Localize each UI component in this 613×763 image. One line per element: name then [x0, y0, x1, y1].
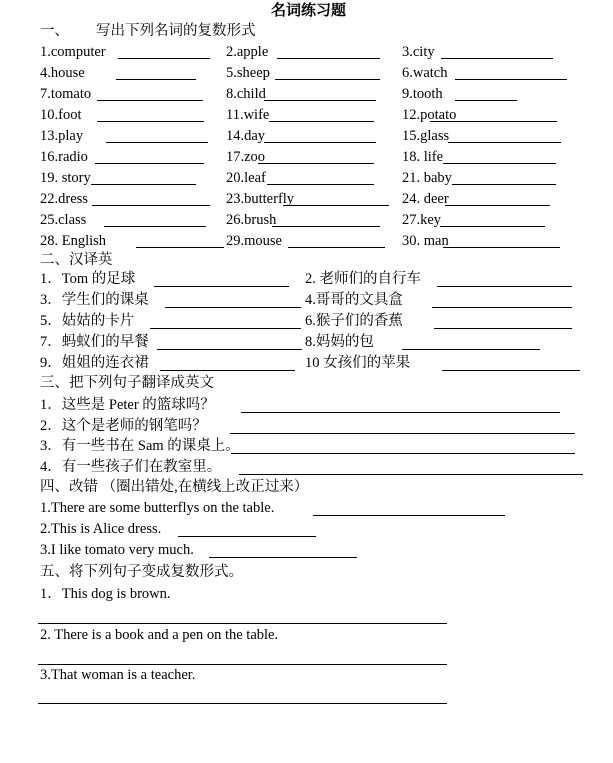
answer-line[interactable] — [437, 286, 572, 287]
phrase-prompt: 10 女孩们的苹果 — [305, 355, 411, 371]
phrase-prompt: 8.妈妈的包 — [305, 334, 374, 350]
section-4-heading: 四、改错 （圈出错处,在横线上改正过来） — [40, 479, 309, 495]
noun-prompt: 23.butterfly — [226, 191, 295, 207]
phrase-prompt: 4.哥哥的文具盒 — [305, 292, 403, 308]
section-2-heading: 二、汉译英 — [40, 252, 113, 268]
answer-line[interactable] — [116, 79, 196, 80]
noun-prompt: 12.potato — [402, 107, 457, 123]
phrase-prompt: 1．Tom 的足球 — [40, 271, 136, 287]
correction-sentence: 2.This is Alice dress. — [40, 521, 162, 537]
noun-prompt: 1.computer — [40, 44, 106, 60]
correction-sentence: 3.I like tomato very much. — [40, 542, 194, 558]
answer-line[interactable] — [258, 163, 374, 164]
noun-prompt: 11.wife — [226, 107, 270, 123]
answer-line[interactable] — [275, 79, 380, 80]
answer-line[interactable] — [178, 536, 316, 537]
noun-prompt: 30. man — [402, 233, 449, 249]
phrase-prompt: 6.猴子们的香蕉 — [305, 313, 403, 329]
noun-prompt: 6.watch — [402, 65, 448, 81]
answer-line[interactable] — [267, 184, 374, 185]
noun-prompt: 10.foot — [40, 107, 82, 123]
answer-line[interactable] — [241, 412, 560, 413]
noun-prompt: 20.leaf — [226, 170, 266, 186]
answer-line[interactable] — [38, 623, 447, 624]
phrase-prompt: 5．姑姑的卡片 — [40, 313, 135, 329]
noun-prompt: 25.class — [40, 212, 87, 228]
sentence-prompt: 3．有一些书在 Sam 的课桌上。 — [40, 438, 240, 454]
plural-sentence-prompt: 2. There is a book and a pen on the table. — [40, 627, 279, 643]
plural-sentence-prompt: 1．This dog is brown. — [40, 586, 171, 602]
answer-line[interactable] — [283, 205, 389, 206]
answer-line[interactable] — [288, 247, 385, 248]
phrase-prompt: 7．蚂蚁们的早餐 — [40, 334, 149, 350]
sentence-prompt: 1．这些是 Peter 的篮球吗？ — [40, 397, 215, 413]
answer-line[interactable] — [448, 142, 561, 143]
answer-line[interactable] — [92, 205, 210, 206]
answer-line[interactable] — [272, 226, 380, 227]
noun-prompt: 26.brush — [226, 212, 277, 228]
answer-line[interactable] — [38, 664, 447, 665]
sentence-prompt: 2．这个是老师的钢笔吗？ — [40, 418, 207, 434]
noun-prompt: 14.day — [226, 128, 266, 144]
answer-line[interactable] — [443, 247, 560, 248]
answer-line[interactable] — [443, 163, 556, 164]
answer-line[interactable] — [442, 370, 580, 371]
phrase-prompt: 9．姐姐的连衣裙 — [40, 355, 149, 371]
answer-line[interactable] — [430, 121, 557, 122]
answer-line[interactable] — [269, 121, 374, 122]
answer-line[interactable] — [104, 226, 206, 227]
answer-line[interactable] — [277, 58, 380, 59]
sentence-prompt: 4．有一些孩子们在教室里。 — [40, 459, 222, 475]
phrase-prompt: 2. 老师们的自行车 — [305, 271, 421, 287]
phrase-prompt: 3．学生们的课桌 — [40, 292, 149, 308]
answer-line[interactable] — [434, 328, 572, 329]
section-1-heading: 写出下列名词的复数形式 — [96, 23, 256, 39]
noun-prompt: 3.city — [402, 44, 435, 60]
answer-line[interactable] — [91, 184, 196, 185]
answer-line[interactable] — [452, 184, 556, 185]
answer-line[interactable] — [239, 474, 583, 475]
answer-line[interactable] — [106, 142, 208, 143]
answer-line[interactable] — [230, 433, 575, 434]
answer-line[interactable] — [432, 307, 572, 308]
answer-line[interactable] — [97, 121, 204, 122]
noun-prompt: 13.play — [40, 128, 84, 144]
noun-prompt: 19. story — [40, 170, 91, 186]
noun-prompt: 2.apple — [226, 44, 269, 60]
noun-prompt: 4.house — [40, 65, 85, 81]
noun-prompt: 18. life — [402, 149, 444, 165]
answer-line[interactable] — [264, 100, 376, 101]
answer-line[interactable] — [402, 349, 540, 350]
noun-prompt: 28. English — [40, 233, 107, 249]
answer-line[interactable] — [157, 349, 302, 350]
answer-line[interactable] — [136, 247, 224, 248]
noun-prompt: 5.sheep — [226, 65, 270, 81]
noun-prompt: 7.tomato — [40, 86, 92, 102]
noun-prompt: 9.tooth — [402, 86, 443, 102]
answer-line[interactable] — [209, 557, 357, 558]
noun-prompt: 17.zoo — [226, 149, 266, 165]
answer-line[interactable] — [38, 703, 447, 704]
answer-line[interactable] — [455, 100, 517, 101]
answer-line[interactable] — [150, 328, 301, 329]
section-3-heading: 三、把下列句子翻译成英文 — [40, 375, 214, 391]
noun-prompt: 22.dress — [40, 191, 88, 207]
answer-line[interactable] — [455, 79, 567, 80]
answer-line[interactable] — [313, 515, 505, 516]
answer-line[interactable] — [160, 370, 295, 371]
noun-prompt: 24. deer — [402, 191, 449, 207]
answer-line[interactable] — [445, 205, 550, 206]
noun-prompt: 15.glass — [402, 128, 450, 144]
answer-line[interactable] — [264, 142, 376, 143]
answer-line[interactable] — [440, 226, 545, 227]
section-1-number: 一、 — [40, 23, 69, 39]
answer-line[interactable] — [95, 163, 204, 164]
noun-prompt: 8.child — [226, 86, 266, 102]
page-title: 名词练习题 — [271, 3, 347, 19]
answer-line[interactable] — [231, 453, 575, 454]
section-5-heading: 五、将下列句子变成复数形式。 — [40, 564, 243, 580]
answer-line[interactable] — [165, 307, 301, 308]
answer-line[interactable] — [154, 286, 289, 287]
answer-line[interactable] — [97, 100, 203, 101]
answer-line[interactable] — [118, 58, 210, 59]
noun-prompt: 27.key — [402, 212, 442, 228]
noun-prompt: 21. baby — [402, 170, 452, 186]
noun-prompt: 29.mouse — [226, 233, 282, 249]
noun-prompt: 16.radio — [40, 149, 88, 165]
answer-line[interactable] — [441, 58, 553, 59]
plural-sentence-prompt: 3.That woman is a teacher. — [40, 667, 196, 683]
correction-sentence: 1.There are some butterflys on the table. — [40, 500, 275, 516]
